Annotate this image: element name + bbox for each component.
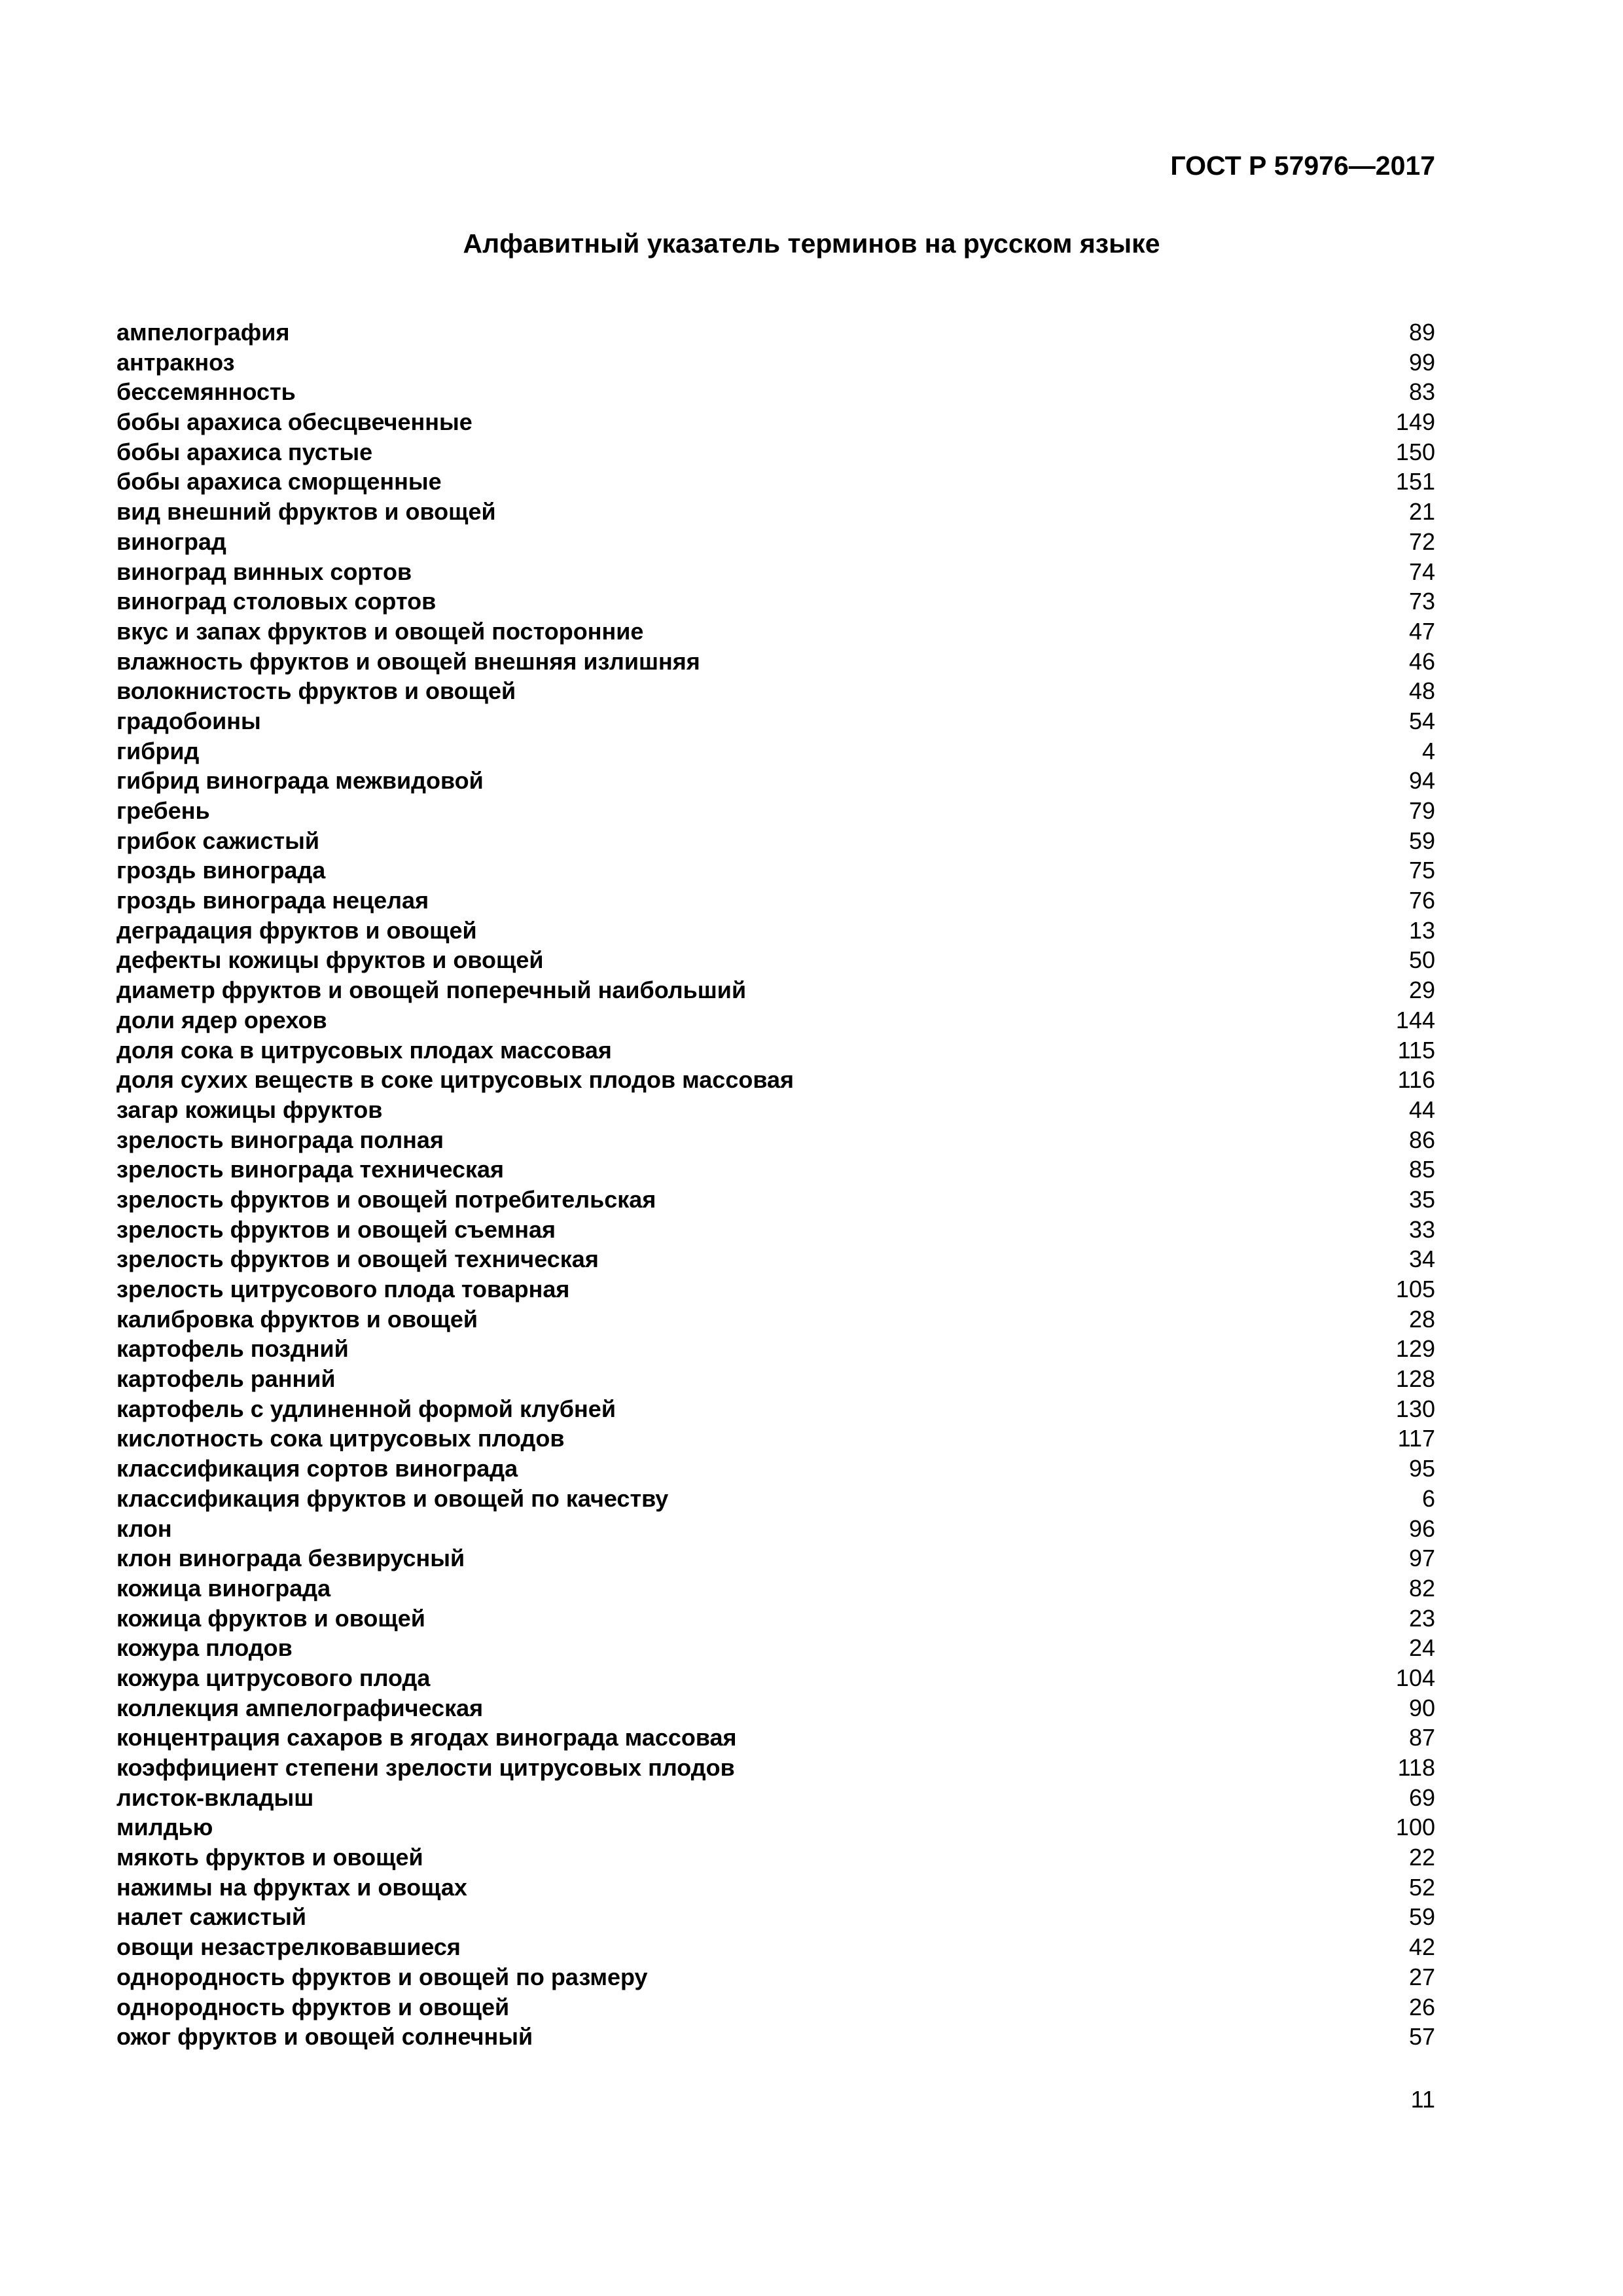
- index-term-number: 46: [1408, 647, 1435, 675]
- index-term: вкус и запах фруктов и овощей посторонние: [116, 617, 644, 645]
- index-entry: [116, 557, 1435, 587]
- index-entry: [116, 1693, 1435, 1723]
- index-term-number: 99: [1408, 348, 1435, 376]
- index-entry: [116, 586, 1435, 617]
- index-term: виноград столовых сортов: [116, 588, 437, 615]
- index-term-number: 52: [1408, 1873, 1435, 1901]
- index-term: однородность фруктов и овощей по размеру: [116, 1963, 648, 1990]
- index-entry: [116, 826, 1435, 856]
- index-entry: [116, 945, 1435, 975]
- index-entry: [116, 1842, 1435, 1873]
- index-term: картофель с удлиненной формой клубней: [116, 1395, 616, 1422]
- page-number: 11: [1410, 2086, 1435, 2113]
- index-term: дефекты кожицы фруктов и овощей: [116, 946, 544, 974]
- index-term: виноград: [116, 528, 226, 555]
- index-term: листок-вкладыш: [116, 1784, 314, 1811]
- index-term-number: 57: [1408, 2023, 1435, 2051]
- index-term-number: 48: [1408, 677, 1435, 705]
- index-entry: [116, 1035, 1435, 1066]
- index-entry: [116, 1005, 1435, 1035]
- index-term-number: 75: [1408, 857, 1435, 884]
- index-term-number: 104: [1395, 1664, 1435, 1691]
- index-entry: [116, 407, 1435, 437]
- index-term: зрелость цитрусового плода товарная: [116, 1276, 570, 1302]
- index-term-number: 100: [1395, 1814, 1435, 1841]
- index-term-number: 34: [1408, 1246, 1435, 1273]
- index-term: кожица фруктов и овощей: [116, 1604, 425, 1632]
- index-term: зрелость фруктов и овощей техническая: [116, 1246, 599, 1273]
- index-term: вид внешний фруктов и овощей: [116, 498, 496, 526]
- index-entry: [116, 1244, 1435, 1274]
- index-term: коэффициент степени зрелости цитрусовых плодов: [116, 1754, 735, 1781]
- index-term: зрелость винограда техническая: [116, 1156, 505, 1183]
- index-term: нажимы на фруктах и овощах: [116, 1873, 467, 1901]
- index-term: влажность фруктов и овощей внешняя излишняя: [116, 647, 700, 675]
- index-term-number: 105: [1395, 1276, 1435, 1302]
- index-term: доли ядер орехов: [116, 1006, 327, 1033]
- index-entry: [116, 317, 1435, 348]
- index-term-number: 150: [1395, 438, 1435, 465]
- index-term-number: 94: [1408, 767, 1435, 795]
- index-entry: [116, 527, 1435, 557]
- index-term-number: 47: [1408, 617, 1435, 645]
- index-entry: [116, 886, 1435, 916]
- index-entry: [116, 1992, 1435, 2022]
- index-term-number: 86: [1408, 1126, 1435, 1153]
- index-term-number: 79: [1408, 797, 1435, 824]
- index-term-number: 23: [1408, 1604, 1435, 1632]
- index-term-number: 6: [1421, 1484, 1435, 1512]
- index-term: бобы арахиса пустые: [116, 438, 373, 465]
- index-entry: [116, 1723, 1435, 1753]
- index-term: кожура цитрусового плода: [116, 1664, 431, 1691]
- index-term: диаметр фруктов и овощей поперечный наибольший: [116, 977, 747, 1004]
- index-term: бобы арахиса сморщенные: [116, 468, 442, 495]
- index-entry: [116, 1783, 1435, 1813]
- index-entry: [116, 706, 1435, 736]
- index-entry: [116, 1514, 1435, 1544]
- index-term: концентрация сахаров в ягодах винограда массовая: [116, 1724, 737, 1751]
- index-term-number: 83: [1408, 378, 1435, 406]
- index-term: гроздь винограда: [116, 857, 326, 884]
- index-term-number: 74: [1408, 558, 1435, 585]
- index-entry: [116, 377, 1435, 407]
- index-term-number: 72: [1408, 528, 1435, 555]
- index-term-number: 29: [1408, 977, 1435, 1004]
- index-term-number: 69: [1408, 1784, 1435, 1811]
- index-term: гибрид: [116, 737, 200, 764]
- index-term-number: 4: [1421, 737, 1435, 764]
- index-entry: [116, 1484, 1435, 1514]
- index-entry: [116, 348, 1435, 378]
- index-entry: [116, 467, 1435, 497]
- index-entry: [116, 1633, 1435, 1663]
- index-term-number: 59: [1408, 1903, 1435, 1931]
- index-entry: [116, 1604, 1435, 1634]
- index-term-number: 117: [1397, 1425, 1435, 1452]
- index-entry: [116, 1274, 1435, 1304]
- index-entry: [116, 1185, 1435, 1215]
- index-term: классификация сортов винограда: [116, 1455, 518, 1482]
- index-term: калибровка фруктов и овощей: [116, 1305, 478, 1333]
- index-term: антракноз: [116, 348, 235, 376]
- index-term-number: 22: [1408, 1844, 1435, 1871]
- index-term-number: 73: [1408, 588, 1435, 615]
- index-term: картофель ранний: [116, 1365, 336, 1393]
- index-term: налет сажистый: [116, 1903, 307, 1931]
- index-term: зрелость фруктов и овощей потребительская: [116, 1185, 656, 1213]
- index-term-number: 89: [1408, 319, 1435, 346]
- index-entry: [116, 647, 1435, 677]
- index-term: виноград винных сортов: [116, 558, 412, 585]
- index-entry: [116, 1753, 1435, 1783]
- index-term-number: 76: [1408, 887, 1435, 914]
- index-term: бессемянность: [116, 378, 296, 406]
- index-entry: [116, 1394, 1435, 1424]
- index-term: однородность фруктов и овощей: [116, 1993, 510, 2020]
- index-term-number: 151: [1395, 468, 1435, 495]
- index-entry: [116, 766, 1435, 796]
- index-entry: [116, 1334, 1435, 1364]
- index-term: клон винограда безвирусный: [116, 1545, 465, 1572]
- index-term: клон: [116, 1515, 172, 1542]
- index-term: загар кожицы фруктов: [116, 1096, 383, 1123]
- index-term: гребень: [116, 797, 210, 824]
- index-term: мякоть фруктов и овощей: [116, 1844, 423, 1871]
- index-term-number: 129: [1395, 1335, 1435, 1363]
- index-term-number: 115: [1397, 1036, 1435, 1064]
- index-entry: [116, 1065, 1435, 1095]
- index-term-number: 96: [1408, 1515, 1435, 1542]
- index-term-number: 116: [1397, 1066, 1435, 1094]
- index-term: милдью: [116, 1814, 213, 1841]
- index-term-number: 27: [1408, 1963, 1435, 1990]
- index-term-number: 85: [1408, 1156, 1435, 1183]
- index-term: грибок сажистый: [116, 827, 320, 854]
- index-term: деградация фруктов и овощей: [116, 916, 477, 944]
- index-term-number: 95: [1408, 1455, 1435, 1482]
- index-term: доля сока в цитрусовых плодах массовая: [116, 1036, 612, 1064]
- index-term-number: 26: [1408, 1993, 1435, 2020]
- index-entry: [116, 1095, 1435, 1125]
- index-term-number: 24: [1408, 1634, 1435, 1662]
- index-term-number: 97: [1408, 1545, 1435, 1572]
- index-title: Алфавитный указатель терминов на русском языке: [463, 228, 1160, 259]
- index-entry: [116, 2022, 1435, 2052]
- index-term-number: 50: [1408, 946, 1435, 974]
- index-entry: [116, 1543, 1435, 1573]
- index-entry: [116, 855, 1435, 886]
- index-term-number: 59: [1408, 827, 1435, 854]
- index-term-number: 130: [1395, 1395, 1435, 1422]
- index-term-number: 21: [1408, 498, 1435, 526]
- index-term: ампелография: [116, 319, 290, 346]
- index-entry: [116, 676, 1435, 706]
- index-term-number: 42: [1408, 1933, 1435, 1961]
- index-entry: [116, 617, 1435, 647]
- index-term: коллекция ампелографическая: [116, 1694, 484, 1721]
- index-term-number: 33: [1408, 1215, 1435, 1243]
- index-term: картофель поздний: [116, 1335, 349, 1363]
- index-entry: [116, 1125, 1435, 1155]
- index-entry: [116, 1424, 1435, 1454]
- index-entry: [116, 1364, 1435, 1394]
- index-term: градобоины: [116, 707, 261, 734]
- index-term: кожура плодов: [116, 1634, 293, 1662]
- index-term-number: 87: [1408, 1724, 1435, 1751]
- index-term: гибрид винограда межвидовой: [116, 767, 484, 795]
- index-entry: [116, 736, 1435, 766]
- index-term-number: 118: [1397, 1754, 1435, 1781]
- index-entry: [116, 916, 1435, 946]
- index-term: классификация фруктов и овощей по качеству: [116, 1484, 669, 1512]
- index-entry: [116, 1902, 1435, 1932]
- index-term: бобы арахиса обесцвеченные: [116, 408, 473, 436]
- index-entry: [116, 975, 1435, 1005]
- index-term-number: 144: [1395, 1006, 1435, 1033]
- index-entry: [116, 1873, 1435, 1903]
- index-term-number: 35: [1408, 1185, 1435, 1213]
- index-entry: [116, 437, 1435, 467]
- index-term: зрелость фруктов и овощей съемная: [116, 1215, 556, 1243]
- index-entry: [116, 1573, 1435, 1604]
- index-term: кожица винограда: [116, 1574, 331, 1602]
- index-term: волокнистость фруктов и овощей: [116, 677, 516, 705]
- index-term-number: 13: [1408, 916, 1435, 944]
- index-entry: [116, 1812, 1435, 1842]
- index-term-number: 82: [1408, 1574, 1435, 1602]
- index-entry: [116, 1932, 1435, 1962]
- document-code: ГОСТ Р 57976—2017: [1170, 151, 1435, 181]
- index-term: доля сухих веществ в соке цитрусовых плодов массовая: [116, 1066, 794, 1094]
- index-entry: [116, 1663, 1435, 1693]
- index-term: овощи незастрелковавшиеся: [116, 1933, 461, 1961]
- index-term: ожог фруктов и овощей солнечный: [116, 2023, 533, 2051]
- index-term-number: 128: [1395, 1365, 1435, 1393]
- index-term: гроздь винограда нецелая: [116, 887, 429, 914]
- index-entry: [116, 1304, 1435, 1335]
- index-term-number: 44: [1408, 1096, 1435, 1123]
- index-entry: [116, 1215, 1435, 1245]
- index-entry: [116, 1962, 1435, 1992]
- index-term: зрелость винограда полная: [116, 1126, 444, 1153]
- index-term-number: 90: [1408, 1694, 1435, 1721]
- index-term: кислотность сока цитрусовых плодов: [116, 1425, 565, 1452]
- index-entry: [116, 497, 1435, 527]
- term-index-list: [116, 317, 1435, 2052]
- index-term-number: 149: [1395, 408, 1435, 436]
- index-entry: [116, 796, 1435, 826]
- index-term-number: 28: [1408, 1305, 1435, 1333]
- index-entry: [116, 1155, 1435, 1185]
- index-entry: [116, 1454, 1435, 1484]
- index-term-number: 54: [1408, 707, 1435, 734]
